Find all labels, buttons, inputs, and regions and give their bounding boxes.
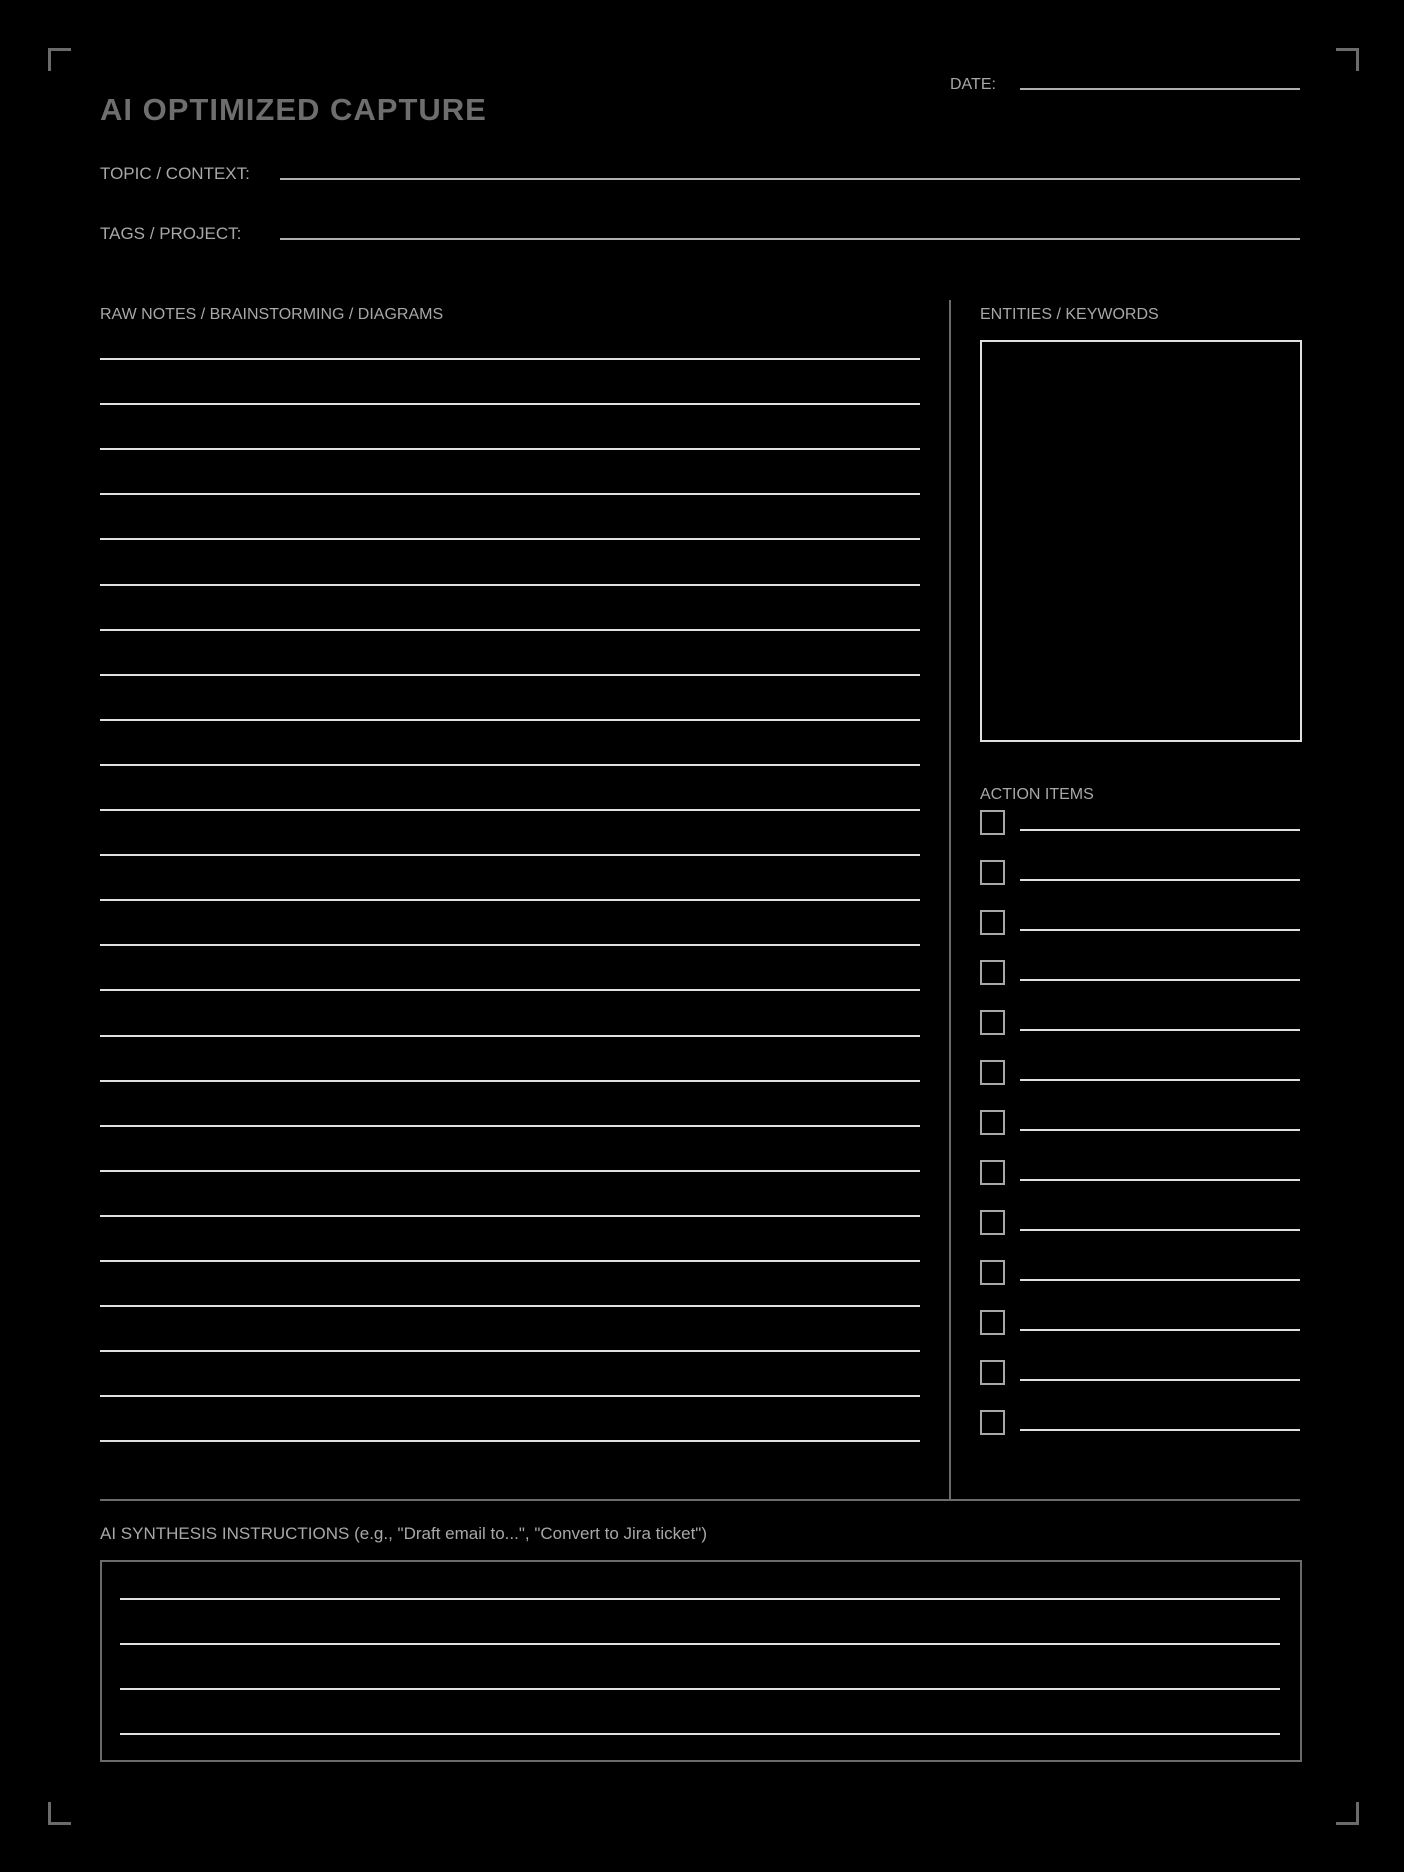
crop-mark-bottom-left	[48, 1802, 71, 1825]
notes-line[interactable]	[100, 403, 920, 405]
action-item-line[interactable]	[1020, 1179, 1300, 1181]
action-item-checkbox[interactable]	[980, 1160, 1005, 1185]
action-item-checkbox[interactable]	[980, 910, 1005, 935]
action-item-checkbox[interactable]	[980, 1410, 1005, 1435]
notes-line[interactable]	[100, 899, 920, 901]
notes-line[interactable]	[100, 358, 920, 360]
notes-line[interactable]	[100, 584, 920, 586]
notes-line[interactable]	[100, 1035, 920, 1037]
action-item-line[interactable]	[1020, 879, 1300, 881]
action-item-line[interactable]	[1020, 1379, 1300, 1381]
action-item-checkbox[interactable]	[980, 810, 1005, 835]
notes-line[interactable]	[100, 764, 920, 766]
synthesis-line[interactable]	[120, 1643, 1280, 1645]
synthesis-line[interactable]	[120, 1688, 1280, 1690]
action-item-checkbox[interactable]	[980, 960, 1005, 985]
column-divider	[949, 300, 951, 1500]
action-item-line[interactable]	[1020, 1129, 1300, 1131]
action-items-label: ACTION ITEMS	[980, 786, 1094, 803]
action-item-line[interactable]	[1020, 1079, 1300, 1081]
section-divider	[100, 1499, 1300, 1501]
notes-line[interactable]	[100, 1080, 920, 1082]
notes-line[interactable]	[100, 944, 920, 946]
notes-line[interactable]	[100, 493, 920, 495]
crop-mark-top-left	[48, 48, 71, 71]
action-item-checkbox[interactable]	[980, 1360, 1005, 1385]
action-item-checkbox[interactable]	[980, 1060, 1005, 1085]
date-label: DATE:	[950, 76, 996, 93]
synthesis-box[interactable]	[100, 1560, 1302, 1762]
action-item-checkbox[interactable]	[980, 1310, 1005, 1335]
notes-label: RAW NOTES / BRAINSTORMING / DIAGRAMS	[100, 306, 444, 323]
notes-line[interactable]	[100, 1395, 920, 1397]
tags-field[interactable]	[280, 238, 1300, 240]
action-item-line[interactable]	[1020, 929, 1300, 931]
action-item-checkbox[interactable]	[980, 860, 1005, 885]
notes-line[interactable]	[100, 989, 920, 991]
entities-box[interactable]	[980, 340, 1302, 742]
notes-line[interactable]	[100, 674, 920, 676]
notes-line[interactable]	[100, 1440, 920, 1442]
action-item-checkbox[interactable]	[980, 1260, 1005, 1285]
notes-line[interactable]	[100, 1260, 920, 1262]
action-item-line[interactable]	[1020, 1229, 1300, 1231]
action-item-line[interactable]	[1020, 1329, 1300, 1331]
entities-label: ENTITIES / KEYWORDS	[980, 306, 1159, 323]
topic-label: TOPIC / CONTEXT:	[100, 164, 250, 183]
action-item-line[interactable]	[1020, 979, 1300, 981]
synthesis-line[interactable]	[120, 1733, 1280, 1735]
page-title: AI OPTIMIZED CAPTURE	[100, 92, 487, 127]
notes-line[interactable]	[100, 854, 920, 856]
action-item-line[interactable]	[1020, 1279, 1300, 1281]
notes-line[interactable]	[100, 1170, 920, 1172]
notes-line[interactable]	[100, 538, 920, 540]
action-item-line[interactable]	[1020, 1429, 1300, 1431]
crop-mark-bottom-right	[1336, 1802, 1359, 1825]
synthesis-line[interactable]	[120, 1598, 1280, 1600]
tags-label: TAGS / PROJECT:	[100, 224, 242, 243]
notes-line[interactable]	[100, 1350, 920, 1352]
action-item-checkbox[interactable]	[980, 1010, 1005, 1035]
notes-line[interactable]	[100, 448, 920, 450]
topic-field[interactable]	[280, 178, 1300, 180]
notes-line[interactable]	[100, 1305, 920, 1307]
action-item-checkbox[interactable]	[980, 1110, 1005, 1135]
synthesis-label: AI SYNTHESIS INSTRUCTIONS (e.g., "Draft email to...", "Convert to Jira ticket")	[100, 1524, 707, 1543]
action-item-line[interactable]	[1020, 829, 1300, 831]
action-item-checkbox[interactable]	[980, 1210, 1005, 1235]
date-field[interactable]	[1020, 88, 1300, 90]
notes-line[interactable]	[100, 629, 920, 631]
notes-line[interactable]	[100, 1125, 920, 1127]
notes-line[interactable]	[100, 1215, 920, 1217]
notes-line[interactable]	[100, 809, 920, 811]
notes-line[interactable]	[100, 719, 920, 721]
action-item-line[interactable]	[1020, 1029, 1300, 1031]
crop-mark-top-right	[1336, 48, 1359, 71]
